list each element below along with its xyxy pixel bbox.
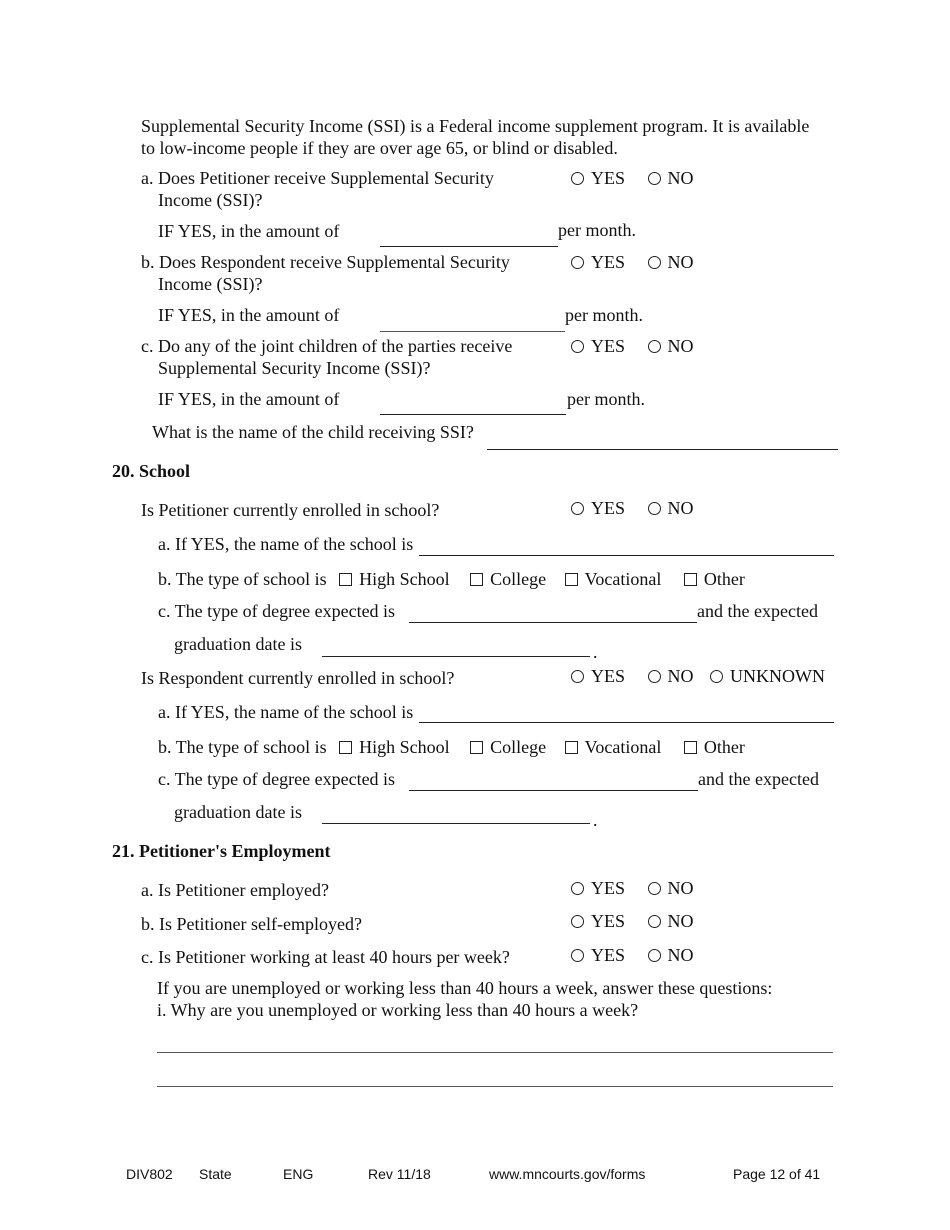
ssi-b-radio-group xyxy=(571,251,694,273)
respondent-school-type-row xyxy=(158,736,745,758)
employed-no-option[interactable]: NO xyxy=(648,877,694,899)
respondent-school-yes-option[interactable]: YES xyxy=(571,665,625,687)
employed-yes-option[interactable]: YES xyxy=(571,877,625,899)
petitioner-degree-label: c. The type of degree expected is xyxy=(158,601,396,621)
school-type-label: b. The type of school is xyxy=(158,569,327,589)
ssi-a-radio-group xyxy=(571,167,694,189)
radio-icon[interactable] xyxy=(571,670,584,683)
self-employed-question: b. Is Petitioner self-employed? xyxy=(141,914,362,934)
ssi-a-no-option[interactable]: NO xyxy=(648,167,694,189)
petitioner-college-option[interactable]: College xyxy=(470,568,546,590)
footer-url[interactable]: www.mncourts.gov/forms xyxy=(489,1166,646,1182)
ssi-c-amount-field[interactable] xyxy=(380,414,566,415)
radio-icon[interactable] xyxy=(571,172,584,185)
ssi-question-a: a. Does Petitioner receive Supplemental Security xyxy=(141,168,494,188)
radio-icon[interactable] xyxy=(710,670,723,683)
checkbox-icon[interactable] xyxy=(565,741,578,754)
petitioner-school-question: Is Petitioner currently enrolled in school? xyxy=(141,500,440,520)
unemployed-note: If you are unemployed or working less than 40 hours a week, answer these questions: xyxy=(157,978,773,998)
checkbox-icon[interactable] xyxy=(339,573,352,586)
respondent-other-option[interactable]: Other xyxy=(684,736,745,758)
ssi-intro-line2: to low-income people if they are over age 65, or blind or disabled. xyxy=(141,138,618,158)
employed-question: a. Is Petitioner employed? xyxy=(141,880,329,900)
ssi-a-amount-field[interactable] xyxy=(380,246,558,247)
respondent-vocational-option[interactable]: Vocational xyxy=(565,736,662,758)
respondent-college-option[interactable]: College xyxy=(470,736,546,758)
footer-state: State xyxy=(199,1166,232,1182)
ssi-child-name-label: What is the name of the child receiving SSI? xyxy=(152,422,474,442)
petitioner-vocational-option[interactable]: Vocational xyxy=(565,568,662,590)
checkbox-icon[interactable] xyxy=(339,741,352,754)
employed-radio-group xyxy=(571,877,694,899)
respondent-school-radio-group xyxy=(571,665,825,687)
ssi-intro-line1: Supplemental Security Income (SSI) is a Federal income supplement program. It is available xyxy=(141,116,810,136)
answer-line-1[interactable] xyxy=(157,1052,833,1053)
petitioner-grad-date-field[interactable] xyxy=(322,656,590,657)
petitioner-school-yes-option[interactable]: YES xyxy=(571,497,625,519)
footer-rev: Rev 11/18 xyxy=(368,1166,431,1182)
checkbox-icon[interactable] xyxy=(565,573,578,586)
ssi-a-amount-label: IF YES, in the amount of xyxy=(158,221,340,241)
radio-icon[interactable] xyxy=(648,915,661,928)
respondent-school-no-option[interactable]: NO xyxy=(648,665,694,687)
ssi-b-amount-field[interactable] xyxy=(380,331,565,332)
footer-page-number: Page 12 of 41 xyxy=(733,1166,821,1182)
petitioner-grad-date-label: graduation date is xyxy=(174,634,302,654)
radio-icon[interactable] xyxy=(571,256,584,269)
radio-icon[interactable] xyxy=(571,340,584,353)
hours-yes-option[interactable]: YES xyxy=(571,944,625,966)
radio-icon[interactable] xyxy=(648,882,661,895)
respondent-high-school-option[interactable]: High School xyxy=(339,736,450,758)
petitioner-school-name-label: a. If YES, the name of the school is xyxy=(158,534,414,554)
ssi-c-radio-group xyxy=(571,335,694,357)
ssi-c-per-month: per month. xyxy=(567,389,645,409)
ssi-b-yes-option[interactable]: YES xyxy=(571,251,625,273)
radio-icon[interactable] xyxy=(648,670,661,683)
respondent-and-expected: and the expected xyxy=(698,769,819,789)
respondent-grad-date-label: graduation date is xyxy=(174,802,302,822)
respondent-school-name-field[interactable] xyxy=(419,722,834,723)
respondent-school-name-label: a. If YES, the name of the school is xyxy=(158,702,414,722)
petitioner-and-expected: and the expected xyxy=(697,601,818,621)
respondent-school-question: Is Respondent currently enrolled in school? xyxy=(141,668,455,688)
ssi-question-c: c. Do any of the joint children of the parties receive xyxy=(141,336,513,356)
ssi-question-a-cont: Income (SSI)? xyxy=(158,190,263,210)
radio-icon[interactable] xyxy=(571,502,584,515)
respondent-school-unknown-option[interactable]: UNKNOWN xyxy=(710,665,825,687)
ssi-question-b-cont: Income (SSI)? xyxy=(158,274,263,294)
ssi-c-no-option[interactable]: NO xyxy=(648,335,694,357)
radio-icon[interactable] xyxy=(648,502,661,515)
petitioner-degree-field[interactable] xyxy=(409,622,697,623)
ssi-b-no-option[interactable]: NO xyxy=(648,251,694,273)
section-20-heading: 20. School xyxy=(112,461,191,481)
checkbox-icon[interactable] xyxy=(470,741,483,754)
petitioner-school-no-option[interactable]: NO xyxy=(648,497,694,519)
petitioner-high-school-option[interactable]: High School xyxy=(339,568,450,590)
self-employed-radio-group xyxy=(571,910,694,932)
ssi-child-name-field[interactable] xyxy=(487,449,838,450)
self-employed-no-option[interactable]: NO xyxy=(648,910,694,932)
answer-line-2[interactable] xyxy=(157,1086,833,1087)
petitioner-other-option[interactable]: Other xyxy=(684,568,745,590)
radio-icon[interactable] xyxy=(571,949,584,962)
checkbox-icon[interactable] xyxy=(684,741,697,754)
period: . xyxy=(593,810,598,830)
footer-form-id: DIV802 xyxy=(126,1166,173,1182)
radio-icon[interactable] xyxy=(648,949,661,962)
checkbox-icon[interactable] xyxy=(684,573,697,586)
ssi-c-amount-label: IF YES, in the amount of xyxy=(158,389,340,409)
ssi-b-amount-label: IF YES, in the amount of xyxy=(158,305,340,325)
ssi-c-yes-option[interactable]: YES xyxy=(571,335,625,357)
respondent-degree-field[interactable] xyxy=(409,790,698,791)
ssi-question-b: b. Does Respondent receive Supplemental Security xyxy=(141,252,510,272)
ssi-b-per-month: per month. xyxy=(565,305,643,325)
radio-icon[interactable] xyxy=(571,915,584,928)
radio-icon[interactable] xyxy=(648,256,661,269)
respondent-degree-label: c. The type of degree expected is xyxy=(158,769,396,789)
radio-icon[interactable] xyxy=(648,340,661,353)
petitioner-school-radio-group xyxy=(571,497,694,519)
footer-lang: ENG xyxy=(283,1166,314,1182)
ssi-a-per-month: per month. xyxy=(558,220,636,240)
hours-radio-group xyxy=(571,944,694,966)
unemployed-question-i: i. Why are you unemployed or working less than 40 hours a week? xyxy=(157,1000,639,1020)
ssi-question-c-cont: Supplemental Security Income (SSI)? xyxy=(158,358,431,378)
radio-icon[interactable] xyxy=(571,882,584,895)
hours-no-option[interactable]: NO xyxy=(648,944,694,966)
self-employed-yes-option[interactable]: YES xyxy=(571,910,625,932)
section-21-heading: 21. Petitioner's Employment xyxy=(112,841,331,861)
period: . xyxy=(593,642,598,662)
respondent-grad-date-field[interactable] xyxy=(322,823,590,824)
radio-icon[interactable] xyxy=(648,172,661,185)
petitioner-school-type-row xyxy=(158,568,745,590)
checkbox-icon[interactable] xyxy=(470,573,483,586)
ssi-a-yes-option[interactable]: YES xyxy=(571,167,625,189)
school-type-label: b. The type of school is xyxy=(158,737,327,757)
hours-question: c. Is Petitioner working at least 40 hours per week? xyxy=(141,947,510,967)
petitioner-school-name-field[interactable] xyxy=(419,555,834,556)
